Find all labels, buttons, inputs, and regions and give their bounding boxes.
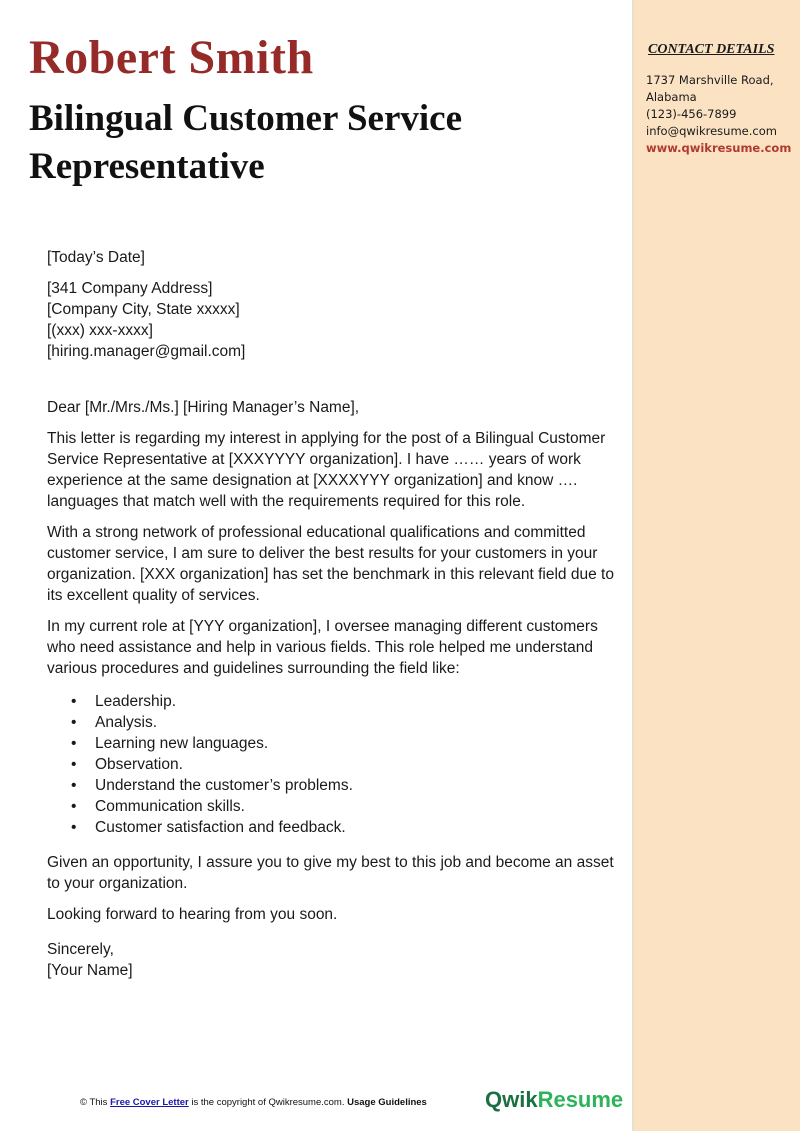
- sign-off: Sincerely,: [47, 941, 114, 958]
- copyright-icon: ©: [80, 1097, 87, 1108]
- letter-body: [47, 247, 617, 981]
- list-item: • Communication skills.: [95, 796, 617, 817]
- letter-date: [Today’s Date]: [47, 249, 145, 266]
- website-link[interactable]: www.qwikresume.com: [646, 141, 792, 155]
- paragraph-3: In my current role at [YYY organization], I oversee managing different customers who need assistance and help in various fields. This role helped me understand various procedures and guidelines surrounding the field like:: [47, 618, 598, 677]
- list-item: • Learning new languages.: [95, 733, 617, 754]
- list-item: • Customer satisfaction and feedback.: [95, 817, 617, 838]
- paragraph-2: With a strong network of professional educational qualifications and committed customer service, I am sure to deliver the best results for your customers in your organization. [XXX organization] has set the benchmark in this relevant field due to its excellent quality of services.: [47, 524, 614, 604]
- brand-part-resume: Resume: [537, 1087, 624, 1112]
- recipient-line: [Company City, State xxxxx]: [47, 301, 240, 318]
- closing-line: Looking forward to hearing from you soon.: [47, 906, 338, 923]
- list-item: • Leadership.: [95, 691, 617, 712]
- skills-list: [47, 691, 617, 838]
- recipient-line: [(xxx) xxx-xxxx]: [47, 322, 153, 339]
- contact-heading: CONTACT DETAILS: [648, 42, 775, 57]
- list-item: • Understand the customer’s problems.: [95, 775, 617, 796]
- address-line-2: Alabama: [646, 90, 697, 104]
- qwikresume-logo[interactable]: [485, 1087, 623, 1113]
- recipient-line: [341 Company Address]: [47, 280, 213, 297]
- job-title: Bilingual Customer Service Representative: [29, 98, 463, 187]
- closing-paragraph: Given an opportunity, I assure you to give my best to this job and become an asset to your organization.: [47, 854, 614, 892]
- applicant-name: Robert Smith: [29, 31, 314, 84]
- paragraph-1: This letter is regarding my interest in applying for the post of a Bilingual Customer Service Representative at [XXXYYYY organization]. I have …… years of work experience at the same designation at [XXXXYYY organization] and know …. languages that match well with the requirements required for this role.: [47, 430, 606, 510]
- contact-sidebar: [632, 0, 800, 1131]
- list-item: • Analysis.: [95, 712, 617, 733]
- recipient-line: [hiring.manager@gmail.com]: [47, 343, 246, 360]
- footer-note: [80, 1097, 427, 1108]
- free-cover-letter-link[interactable]: Free Cover Letter: [110, 1097, 189, 1108]
- footer-text-middle: is the copyright of Qwikresume.com.: [191, 1097, 345, 1108]
- address-line-1: 1737 Marshville Road,: [646, 73, 774, 87]
- signature: [Your Name]: [47, 962, 133, 979]
- footer-text-start: This: [89, 1097, 108, 1108]
- phone: (123)-456-7899: [646, 107, 737, 121]
- contact-details: [646, 72, 791, 157]
- list-item: • Observation.: [95, 754, 617, 775]
- usage-guidelines-link[interactable]: Usage Guidelines: [347, 1097, 427, 1108]
- recipient-block: [47, 278, 617, 362]
- brand-part-qwik: Qwik: [485, 1087, 538, 1112]
- email[interactable]: info@qwikresume.com: [646, 124, 777, 138]
- salutation: Dear [Mr./Mrs./Ms.] [Hiring Manager’s Name],: [47, 399, 360, 416]
